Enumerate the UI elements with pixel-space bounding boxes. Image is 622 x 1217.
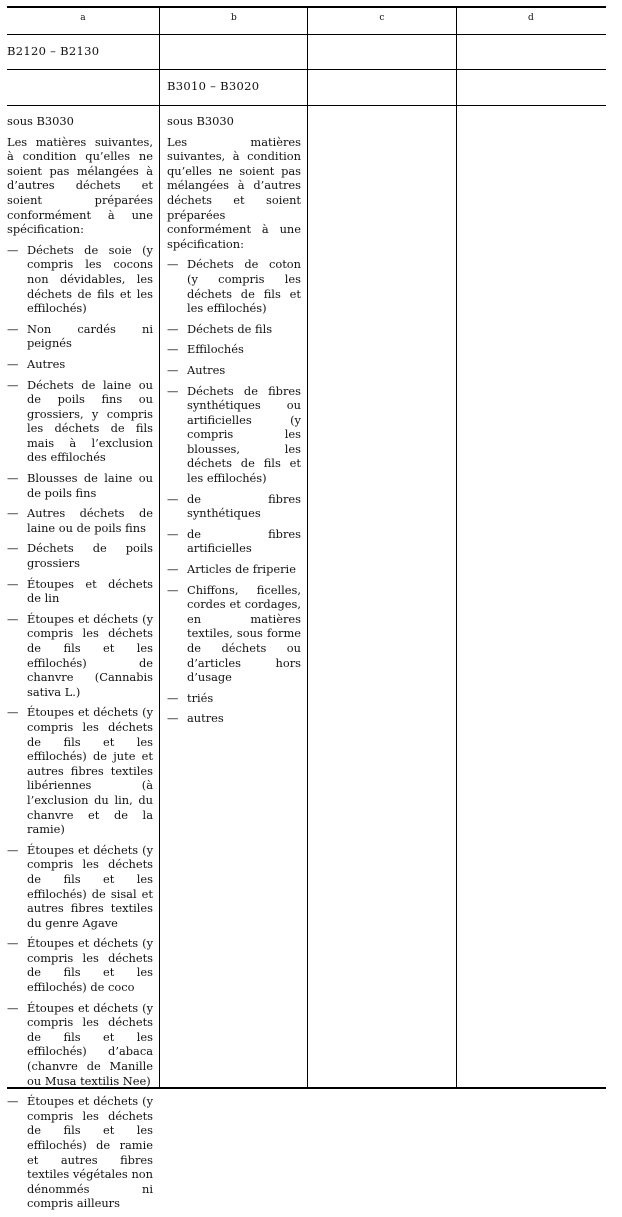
em-dash-bullet: — <box>167 342 179 357</box>
list-item-text: Autres <box>187 362 226 377</box>
em-dash-bullet: — <box>7 611 19 626</box>
list-item-text: Étoupes et déchets (y compris les déchets de fils et les effilochés) de coco <box>27 936 153 995</box>
list-item-text: Déchets de fibres synthétiques ou artificielles (y compris les blousses, les déchets de fils et les effilochés) <box>187 383 301 486</box>
list-item <box>167 363 301 378</box>
em-dash-bullet: — <box>167 383 179 398</box>
column-divider-cd <box>456 6 457 1089</box>
em-dash-bullet: — <box>167 257 179 272</box>
list-item <box>7 506 153 535</box>
list-item <box>167 257 301 315</box>
em-dash-bullet: — <box>167 711 179 726</box>
em-dash-bullet: — <box>7 705 19 720</box>
column-header-b: b <box>231 13 237 23</box>
code-range-b3010-b3020: B3010 – B3020 <box>167 79 260 93</box>
list-item-text: Autres déchets de laine ou de poils fins <box>27 506 153 535</box>
list-item <box>167 527 301 556</box>
list-item <box>7 471 153 500</box>
list-item-text: Déchets de laine ou de poils fins ou grossiers, y compris les déchets de fils mais à l’exclusion des effilochés <box>27 377 153 465</box>
list-item-text: Étoupes et déchets (y compris les déchets de fils et les effilochés) de chanvre (Cannabis sativa L.) <box>27 611 153 699</box>
list-item-text: Étoupes et déchets (y compris les déchets de fils et les effilochés) de ramie et autres fibres textiles végétales non dénommés ni compris ailleurs <box>27 1094 153 1211</box>
intro-paragraph-b: Les matières suivantes, à condition qu’elles ne soient pas mélangées à d’autres déchets et soient préparées conformément à une spécification: <box>167 134 301 251</box>
list-item <box>7 243 153 316</box>
list-item <box>167 562 301 577</box>
list-item-text: Autres <box>27 356 66 371</box>
list-item-text: Étoupes et déchets (y compris les déchets de fils et les effilochés) de jute et autres fibres textiles libériennes (à l’exclusion du lin, du chanvre et de la ramie) <box>27 705 153 837</box>
list-item-text: Blousses de laine ou de poils fins <box>27 471 153 500</box>
list-item <box>167 384 301 486</box>
em-dash-bullet: — <box>7 356 19 371</box>
list-item-text: Étoupes et déchets (y compris les déchets de fils et les effilochés) d’abaca (chanvre de Manille ou Musa textilis Nee) <box>27 1000 153 1088</box>
list-item <box>7 357 153 372</box>
em-dash-bullet: — <box>167 491 179 506</box>
list-item-text: Déchets de coton (y compris les déchets de fils et les effilochés) <box>187 257 301 316</box>
column-header-d: d <box>528 13 534 23</box>
column-b-content <box>167 114 301 732</box>
list-item-text: Effilochés <box>187 342 244 357</box>
list-item <box>167 342 301 357</box>
em-dash-bullet: — <box>7 1094 19 1109</box>
em-dash-bullet: — <box>7 936 19 951</box>
em-dash-bullet: — <box>7 471 19 486</box>
list-item-text: triés <box>187 690 214 705</box>
list-item-text: Étoupes et déchets de lin <box>27 576 153 606</box>
column-header-a: a <box>80 13 86 23</box>
em-dash-bullet: — <box>7 242 19 257</box>
list-item-text: Non cardés ni peignés <box>27 321 153 351</box>
list-item <box>7 936 153 994</box>
list-item-text: de fibres synthétiques <box>187 491 301 521</box>
list-item <box>7 322 153 351</box>
em-dash-bullet: — <box>167 582 179 597</box>
list-item-text: Chiffons, ficelles, cordes et cordages, en matières textiles, sous forme de déchets ou d’articles hors d’usage <box>187 582 301 685</box>
list-item <box>7 1094 153 1211</box>
list-item-text: Déchets de poils grossiers <box>27 541 153 571</box>
em-dash-bullet: — <box>167 562 179 577</box>
em-dash-bullet: — <box>7 842 19 857</box>
em-dash-bullet: — <box>7 377 19 392</box>
em-dash-bullet: — <box>7 541 19 556</box>
code-range-b2120-b2130: B2120 – B2130 <box>7 44 100 58</box>
list-item <box>167 583 301 685</box>
list-item <box>7 577 153 606</box>
em-dash-bullet: — <box>167 321 179 336</box>
list-item-text: de fibres artificielles <box>187 526 301 556</box>
list-item <box>7 705 153 836</box>
list-item-text: Déchets de fils <box>187 321 273 336</box>
em-dash-bullet: — <box>167 526 179 541</box>
list-item-text: autres <box>187 711 224 726</box>
list-item <box>167 322 301 337</box>
list-item <box>167 691 301 706</box>
em-dash-bullet: — <box>7 321 19 336</box>
column-a-content <box>7 114 153 1217</box>
column-divider-bc <box>307 6 308 1089</box>
section-label-a: sous B3030 <box>7 114 74 128</box>
em-dash-bullet: — <box>167 690 179 705</box>
list-item <box>7 541 153 570</box>
list-item <box>7 1001 153 1089</box>
list-item-text: Déchets de soie (y compris les cocons non dévidables, les déchets de fils et les effilochés) <box>27 242 153 316</box>
em-dash-bullet: — <box>167 362 179 377</box>
item-list-b <box>167 257 301 726</box>
list-item <box>167 492 301 521</box>
document-table <box>7 6 606 1211</box>
column-divider-ab <box>159 6 160 1089</box>
list-item <box>7 612 153 700</box>
intro-paragraph-a: Les matières suivantes, à condition qu’elles ne soient pas mélangées à d’autres déchets et soient préparées conformément à une spécification: <box>7 134 153 237</box>
column-header-c: c <box>379 13 385 23</box>
section-label-b: sous B3030 <box>167 114 234 128</box>
list-item <box>167 711 301 726</box>
em-dash-bullet: — <box>7 576 19 591</box>
list-item-text: Étoupes et déchets (y compris les déchets de fils et les effilochés) de sisal et autres fibres textiles du genre Agave <box>27 842 153 930</box>
list-item-text: Articles de friperie <box>187 562 296 577</box>
item-list-a <box>7 243 153 1211</box>
list-item <box>7 378 153 466</box>
em-dash-bullet: — <box>7 1000 19 1015</box>
em-dash-bullet: — <box>7 506 19 521</box>
list-item <box>7 843 153 931</box>
